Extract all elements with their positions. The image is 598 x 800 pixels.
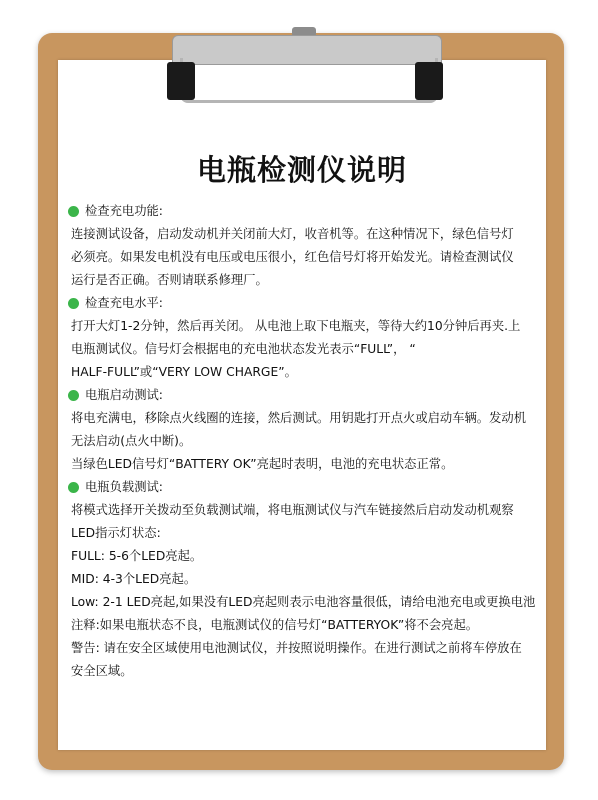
section-heading: 电瓶负载测试: xyxy=(85,480,163,494)
section-load-test xyxy=(68,476,538,683)
text-line: MID: 4-3个LED亮起。 xyxy=(71,572,197,586)
green-bullet-icon xyxy=(68,206,79,217)
green-bullet-icon xyxy=(68,390,79,401)
text-line: 警告: 请在安全区域使用电池测试仪，并按照说明操作。在进行测试之前将车停放在 xyxy=(71,641,522,655)
text-line: 将电充满电，移除点火线圈的连接，然后测试。用钥匙打开点火或启动车辆。发动机 xyxy=(71,411,526,425)
text-line: 安全区域。 xyxy=(71,664,133,678)
section-heading-row xyxy=(68,384,538,407)
section-heading: 检查充电水平: xyxy=(85,296,163,310)
text-line: 无法启动(点火中断)。 xyxy=(71,434,192,448)
text-line: 运行是否正确。否则请联系修理厂。 xyxy=(71,273,268,287)
section-charge-level xyxy=(68,292,538,384)
section-charging-function xyxy=(68,200,538,292)
text-line: 连接测试设备，启动发动机并关闭前大灯，收音机等。在这种情况下，绿色信号灯 xyxy=(71,227,514,241)
section-heading: 电瓶启动测试: xyxy=(85,388,163,402)
text-line: HALF-FULL”或“VERY LOW CHARGE”。 xyxy=(71,365,297,379)
section-heading-row xyxy=(68,476,538,499)
text-line: Low: 2-1 LED亮起,如果没有LED亮起则表示电池容量很低，请给电池充电或更换电池 xyxy=(71,595,536,609)
text-line: 将模式选择开关拨动至负载测试端，将电瓶测试仪与汽车链接然后启动发动机观察 xyxy=(71,503,514,517)
green-bullet-icon xyxy=(68,482,79,493)
text-line: 必须亮。如果发电机没有电压或电压很小，红色信号灯将开始发光。请检查测试仪 xyxy=(71,250,514,264)
text-line: FULL: 5-6个LED亮起。 xyxy=(71,549,203,563)
text-line: 注释:如果电瓶状态不良，电瓶测试仪的信号灯“BATTERYOK”将不会亮起。 xyxy=(71,618,479,632)
clip-foot-left xyxy=(167,62,195,100)
document-title: 电瓶检测仪说明 xyxy=(196,153,407,187)
green-bullet-icon xyxy=(68,298,79,309)
clip-wire xyxy=(180,58,438,103)
text-line: 当绿色LED信号灯“BATTERY OK”亮起时表明，电池的充电状态正常。 xyxy=(71,457,454,471)
clip-foot-right xyxy=(415,62,443,100)
section-heading: 检查充电功能: xyxy=(85,204,163,218)
text-line: LED指示灯状态: xyxy=(71,526,161,540)
text-line: 电瓶测试仪。信号灯会根据电的充电池状态发光表示“FULL”， “ xyxy=(71,342,416,356)
text-line: 打开大灯1-2分钟，然后再关闭。 从电池上取下电瓶夹，等待大约10分钟后再夹.上 xyxy=(71,319,521,333)
section-heading-row xyxy=(68,200,538,223)
document-body xyxy=(68,200,538,683)
section-start-test xyxy=(68,384,538,476)
section-heading-row xyxy=(68,292,538,315)
